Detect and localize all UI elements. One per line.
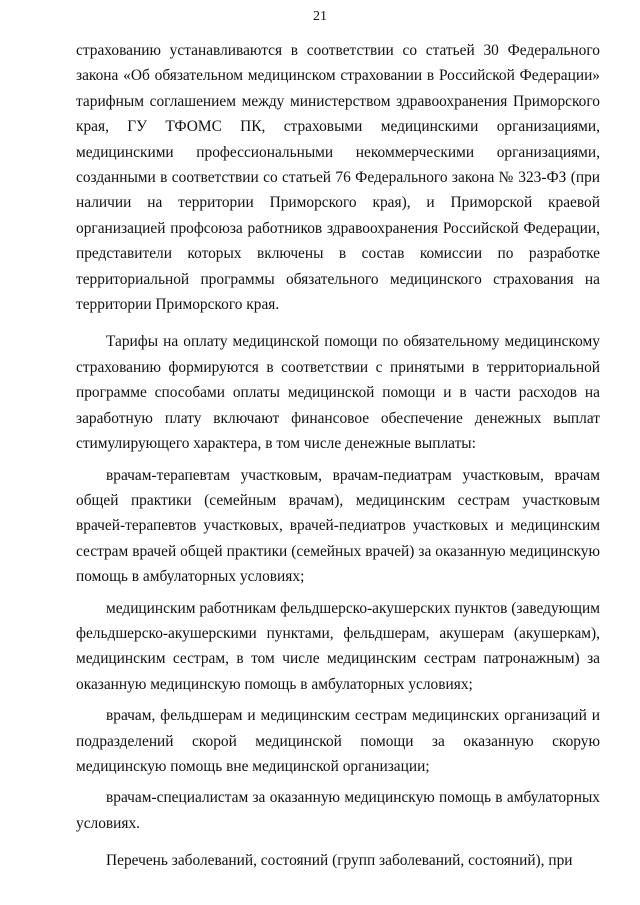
paragraph-feldsher-points: медицинским работникам фельдшерско-акушерских пунктов (заведующим фельдшерско-акушерскими пунктами, фельдшерам, акушерам (акушеркам), медицинским сестрам, в том числе медицинским сестрам патронажным) за оказанную медицинскую помощь в амбулаторных условиях; <box>76 599 600 693</box>
paragraph-tariffs-formation: Тарифы на оплату медицинской помощи по обязательному медицинскому страхованию формируются в соответствии с принятыми в территориальной программе способами оплаты медицинской помощи и в части расходов на заработную плату включают финансовое обеспечение денежных выплат стимулирующего характера, в том числе денежные выплаты: <box>76 333 600 453</box>
paragraph-therapists: врачам-терапевтам участковым, врачам-педиатрам участковым, врачам общей практики (семейным врачам), медицинским сестрам участковым врачей-терапевтов участковых, врачей-педиатров участковых и медицинским сестрам врачей общей практики (семейных врачей) за оказанную медицинскую помощь в амбулаторных условиях; <box>76 466 600 586</box>
paragraph-diseases-list: Перечень заболеваний, состояний (групп заболеваний, состояний), при <box>106 852 573 870</box>
paragraph-specialists: врачам-специалистам за оказанную медицинскую помощь в амбулаторных условиях. <box>76 789 600 832</box>
paragraph-emergency-care: врачам, фельдшерам и медицинским сестрам медицинских организаций и подразделений скорой медицинской помощи за оказанную скорую медицинскую помощь вне медицинской организации; <box>76 707 600 775</box>
document-body <box>76 38 600 874</box>
paragraph-tariff-agreement: страхованию устанавливаются в соответствии со статьей 30 Федерального закона «Об обязательном медицинском страховании в Российской Федерации» тарифным соглашением между министерством здравоохранения Приморского края, ГУ ТФОМС ПК, страховыми медицинскими организациями, медицинскими профессиональными некоммерческими организациями, созданными в соответствии со статьей 76 Федерального закона № 323-ФЗ (при наличии на территории Приморского края), и Приморской краевой организацией профсоюза работников здравоохранения Российской Федерации, представители которых включены в состав комиссии по разработке территориальной программы обязательного медицинского страхования на территории Приморского края. <box>76 42 600 314</box>
page-number: 21 <box>313 9 327 24</box>
